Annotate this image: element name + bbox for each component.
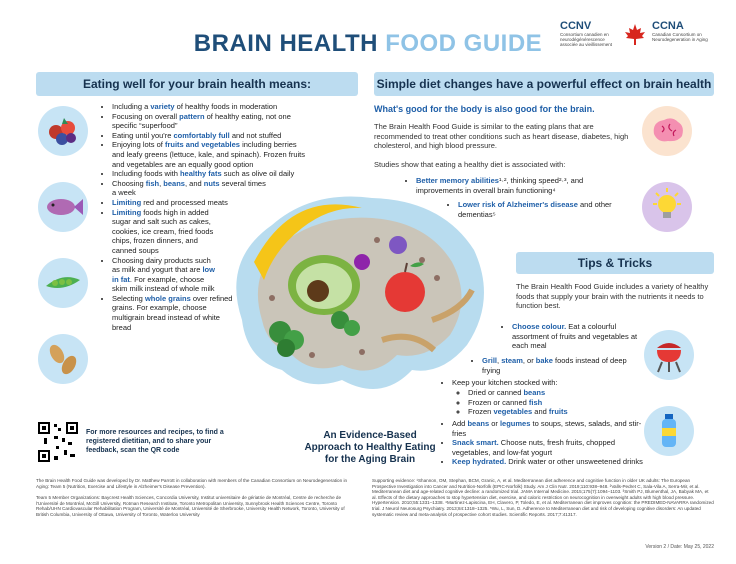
body-text: Including foods with xyxy=(112,169,180,179)
body-text: , xyxy=(159,178,164,188)
footer-organizations: Team 5 Member Organizations: Baycrest Health Sciences, Concordia University, Institut universitaire de gériatrie de Montréal, Centre de recherche de l'Université de Montréal, McGill University, Rotman Research Institute, Toronto Metropolitan University, Sunnybrook Health Sciences Centre, Toronto Rehab/UHN Cardiovascular Rehabilitation Program, Université de Montréal, Université de Sherbrooke, University Health Network, Toronto, University of British Columbia, University of Ottawa, University of Toronto, Waterloo University xyxy=(36,495,345,517)
list-item xyxy=(468,388,648,398)
body-text: several times a week xyxy=(112,178,266,198)
body-text: red and processed meats xyxy=(141,197,228,207)
benefits-list-2 xyxy=(446,200,618,219)
list-item xyxy=(112,102,310,112)
list-item xyxy=(468,398,648,408)
tips-list-grill xyxy=(470,356,632,375)
highlight-text: beans xyxy=(163,178,185,188)
title-part2: FOOD GUIDE xyxy=(385,30,543,57)
highlight-text: Keep hydrated. xyxy=(452,457,507,467)
list-item xyxy=(112,140,310,169)
left-section-heading: Eating well for your brain health means: xyxy=(36,72,358,96)
highlight-text: Choose colour. xyxy=(512,322,567,331)
footer-references: Supporting evidence: ¹Shannon, OM, Stephan, BCM, Granic, A, et al. Mediterranean diet adherence and cognitive function in older UK adults: The European Prospective Investigation into Cancer and Nutrition-Norfolk (EPIC-Norfolk) Study. Am J Clin Nutr. 2019;110:938–948. ²Valls-Pedret C, Sala-Vila A, Serra-Mir, et al. Mediterranean diet and age-related cognitive decline: a randomized trial. JAMA Internal Medicine. 2015;175(7):1094–1103. ³Smith PJ, Blumenthal, JA, Babyak MA, et al. Effects of the dietary approaches to stop hypertension diet, exercise, and caloric restriction on neurocognition in overweight adults with high blood pressure. Hypertension. 2010;55:1331–1338. ⁴Martinez-Lapiscina, EH, Clavero, P, Toledo, E, et al. Mediterranean diet improves cognition: the PREDIMED-NAVARRA randomized trial. J Neurol Neurosurg Psychiatry. 2013;84:1318–1325. ⁵Wu, L, Sun, D. Adherence to Mediterranean diet and risk of developing cognitive disorders: An updated systematic review and meta-analysis of prospective cohort studies. Scientific Reports. 2017;7:41317. xyxy=(372,478,714,517)
body-text: Including a xyxy=(112,102,151,111)
highlight-text: Grill xyxy=(482,356,498,365)
water-bottle-icon xyxy=(644,406,694,456)
highlight-text: legumes xyxy=(499,419,531,428)
body-text: such as olive oil daily xyxy=(221,169,295,179)
list-item xyxy=(112,112,310,131)
highlight-text: fruits xyxy=(548,407,568,417)
highlight-text: beans xyxy=(523,388,546,397)
body-text: of healthy eating, not one specific “superfood” xyxy=(112,111,291,131)
grill-icon xyxy=(644,330,694,380)
body-text: Choosing dairy products such as milk and yogurt that are xyxy=(112,255,211,275)
ccna-logo-text: CCNA xyxy=(652,20,684,32)
highlight-text: vegetables xyxy=(493,407,533,417)
tips-list-more xyxy=(440,419,648,467)
body-text: Selecting xyxy=(112,293,145,303)
body-text: or xyxy=(489,419,500,428)
body-text: Eating until you're xyxy=(112,130,174,140)
body-text: over refined grains. For example, choose multigrain bread instead of white bread xyxy=(112,293,233,332)
highlight-text: beans xyxy=(467,419,490,428)
list-item: • Keep your kitchen stocked with: xyxy=(452,378,652,388)
berries-icon xyxy=(38,106,88,156)
body-text: , xyxy=(497,356,502,365)
body-text: including berries and leafy greens (lettuce, kale, and spinach). Frozen fruits and vegetables are an equally good option xyxy=(112,140,306,169)
highlight-text: fish xyxy=(528,397,543,407)
body-text: Drink water or other unsweetened drinks xyxy=(506,457,643,467)
highlight-text: fruits and vegetables xyxy=(164,140,240,150)
tips-heading: Tips & Tricks xyxy=(516,252,714,274)
list-item xyxy=(512,322,642,351)
highlight-text: steam xyxy=(501,356,523,365)
qr-caption: For more resources and recipes, to find a registered dietitian, and to share your feedback, scan the QR code xyxy=(86,429,224,454)
right-paragraph-1: The Brain Health Food Guide is similar to the eating plans that are recommended to treat other conditions such as heart disease, diabetes, high cholesterol, and high blood pressure. xyxy=(374,122,629,151)
body-text: Add xyxy=(452,419,468,428)
list-item xyxy=(416,176,626,195)
highlight-text: pattern xyxy=(179,111,205,121)
ccna-logo-sub: Canadian Consortium on Neurodegeneration in Aging xyxy=(652,32,708,42)
body-text: ¹·², thinking speed²·³, and improvements in overall brain functioning⁴ xyxy=(416,176,584,195)
body-text: Eat a colourful assortment of fruits and vegetables at each meal xyxy=(512,322,638,351)
body-text: and other dementias⁵ xyxy=(458,200,612,219)
body-text: and xyxy=(532,407,549,417)
body-text: of healthy foods in moderation xyxy=(174,102,278,111)
tips-list-colour xyxy=(500,322,642,351)
highlight-text: bake xyxy=(535,356,553,365)
list-item xyxy=(112,208,222,256)
list-item xyxy=(468,407,648,417)
ccnv-logo-sub: Consortium canadien en neurodégénérescence associée au vieillissement xyxy=(560,32,613,47)
highlight-text: Snack smart. xyxy=(452,438,499,448)
list-item xyxy=(482,356,632,375)
highlight-text: whole grains xyxy=(144,293,191,303)
tips-list-kitchen xyxy=(440,378,652,388)
brain-icon xyxy=(642,106,692,156)
highlight-text: Limiting xyxy=(112,197,142,207)
highlight-text: variety xyxy=(150,102,175,111)
body-text: Frozen or canned xyxy=(468,397,529,407)
list-item xyxy=(112,131,310,141)
list-item xyxy=(452,419,648,438)
body-text: Frozen xyxy=(468,407,494,417)
list-item xyxy=(452,438,648,457)
qr-code-icon[interactable] xyxy=(36,420,80,464)
body-text: Focusing on overall xyxy=(112,111,180,121)
right-section-heading: Simple diet changes have a powerful effect on brain health xyxy=(374,72,714,96)
peas-icon xyxy=(38,258,88,308)
highlight-text: nuts xyxy=(203,178,220,188)
body-text: foods high in added sugar and salt such as cakes, cookies, ice cream, fried foods chips, frozen dinners, and canned soups xyxy=(112,207,214,255)
highlight-text: comfortably full xyxy=(173,130,230,140)
highlight-text: healthy fats xyxy=(179,169,222,179)
body-text: Enjoying lots of xyxy=(112,140,165,150)
lightbulb-icon xyxy=(642,182,692,232)
maple-leaf-icon xyxy=(622,22,648,48)
benefits-list xyxy=(404,176,626,195)
title-part1: BRAIN HEALTH xyxy=(193,30,379,57)
body-text: , or xyxy=(522,356,536,365)
body-text: Dried or canned xyxy=(468,388,524,397)
ccna-logo xyxy=(652,20,722,42)
body-text: Choose nuts, fresh fruits, chopped vegetables, and low-fat yogurt xyxy=(452,438,616,457)
peanuts-icon xyxy=(38,334,88,384)
ccnv-logo xyxy=(560,20,622,47)
body-text: . For example, choose skim milk instead of whole milk xyxy=(112,274,215,294)
version-date: Version 2 / Date: May 25, 2022 xyxy=(645,544,714,550)
body-text: foods instead of deep frying xyxy=(482,356,627,375)
kitchen-items-list xyxy=(456,388,648,417)
right-subheading: What's good for the body is also good for the brain. xyxy=(374,104,595,114)
list-item xyxy=(452,457,682,467)
highlight-text: low in fat xyxy=(112,265,215,284)
highlight-text: Limiting xyxy=(112,207,142,217)
footer-credits: The Brain Health Food Guide was developed by Dr. Matthew Parrott in collaboration with members of the Canadian Consortium on Neurodegeneration in Aging: Team 5 (Nutrition, Exercise and Lifestyle in Alzheimer's Disease Prevention). xyxy=(36,478,348,489)
ccnv-logo-text: CCNV xyxy=(560,20,592,32)
tips-intro: The Brain Health Food Guide includes a variety of healthy foods that supply your brain with the nutrients it needs to function best. xyxy=(516,282,709,311)
body-text: , and xyxy=(184,178,204,188)
highlight-text: Better memory abilities xyxy=(416,176,499,185)
list-item xyxy=(112,256,220,294)
highlight-text: Lower risk of Alzheimer's disease xyxy=(458,200,578,209)
body-text: and not stuffed xyxy=(229,130,282,140)
body-text: Choosing xyxy=(112,178,146,188)
highlight-text: fish xyxy=(145,178,160,188)
right-paragraph-2: Studies show that eating a healthy diet is associated with: xyxy=(374,160,566,169)
fish-icon xyxy=(38,182,88,232)
brain-caption: An Evidence-Based Approach to Healthy Eating for the Aging Brain xyxy=(304,430,436,465)
body-text: to soups, stews, salads, and stir-fries xyxy=(452,419,642,438)
list-item xyxy=(458,200,618,219)
